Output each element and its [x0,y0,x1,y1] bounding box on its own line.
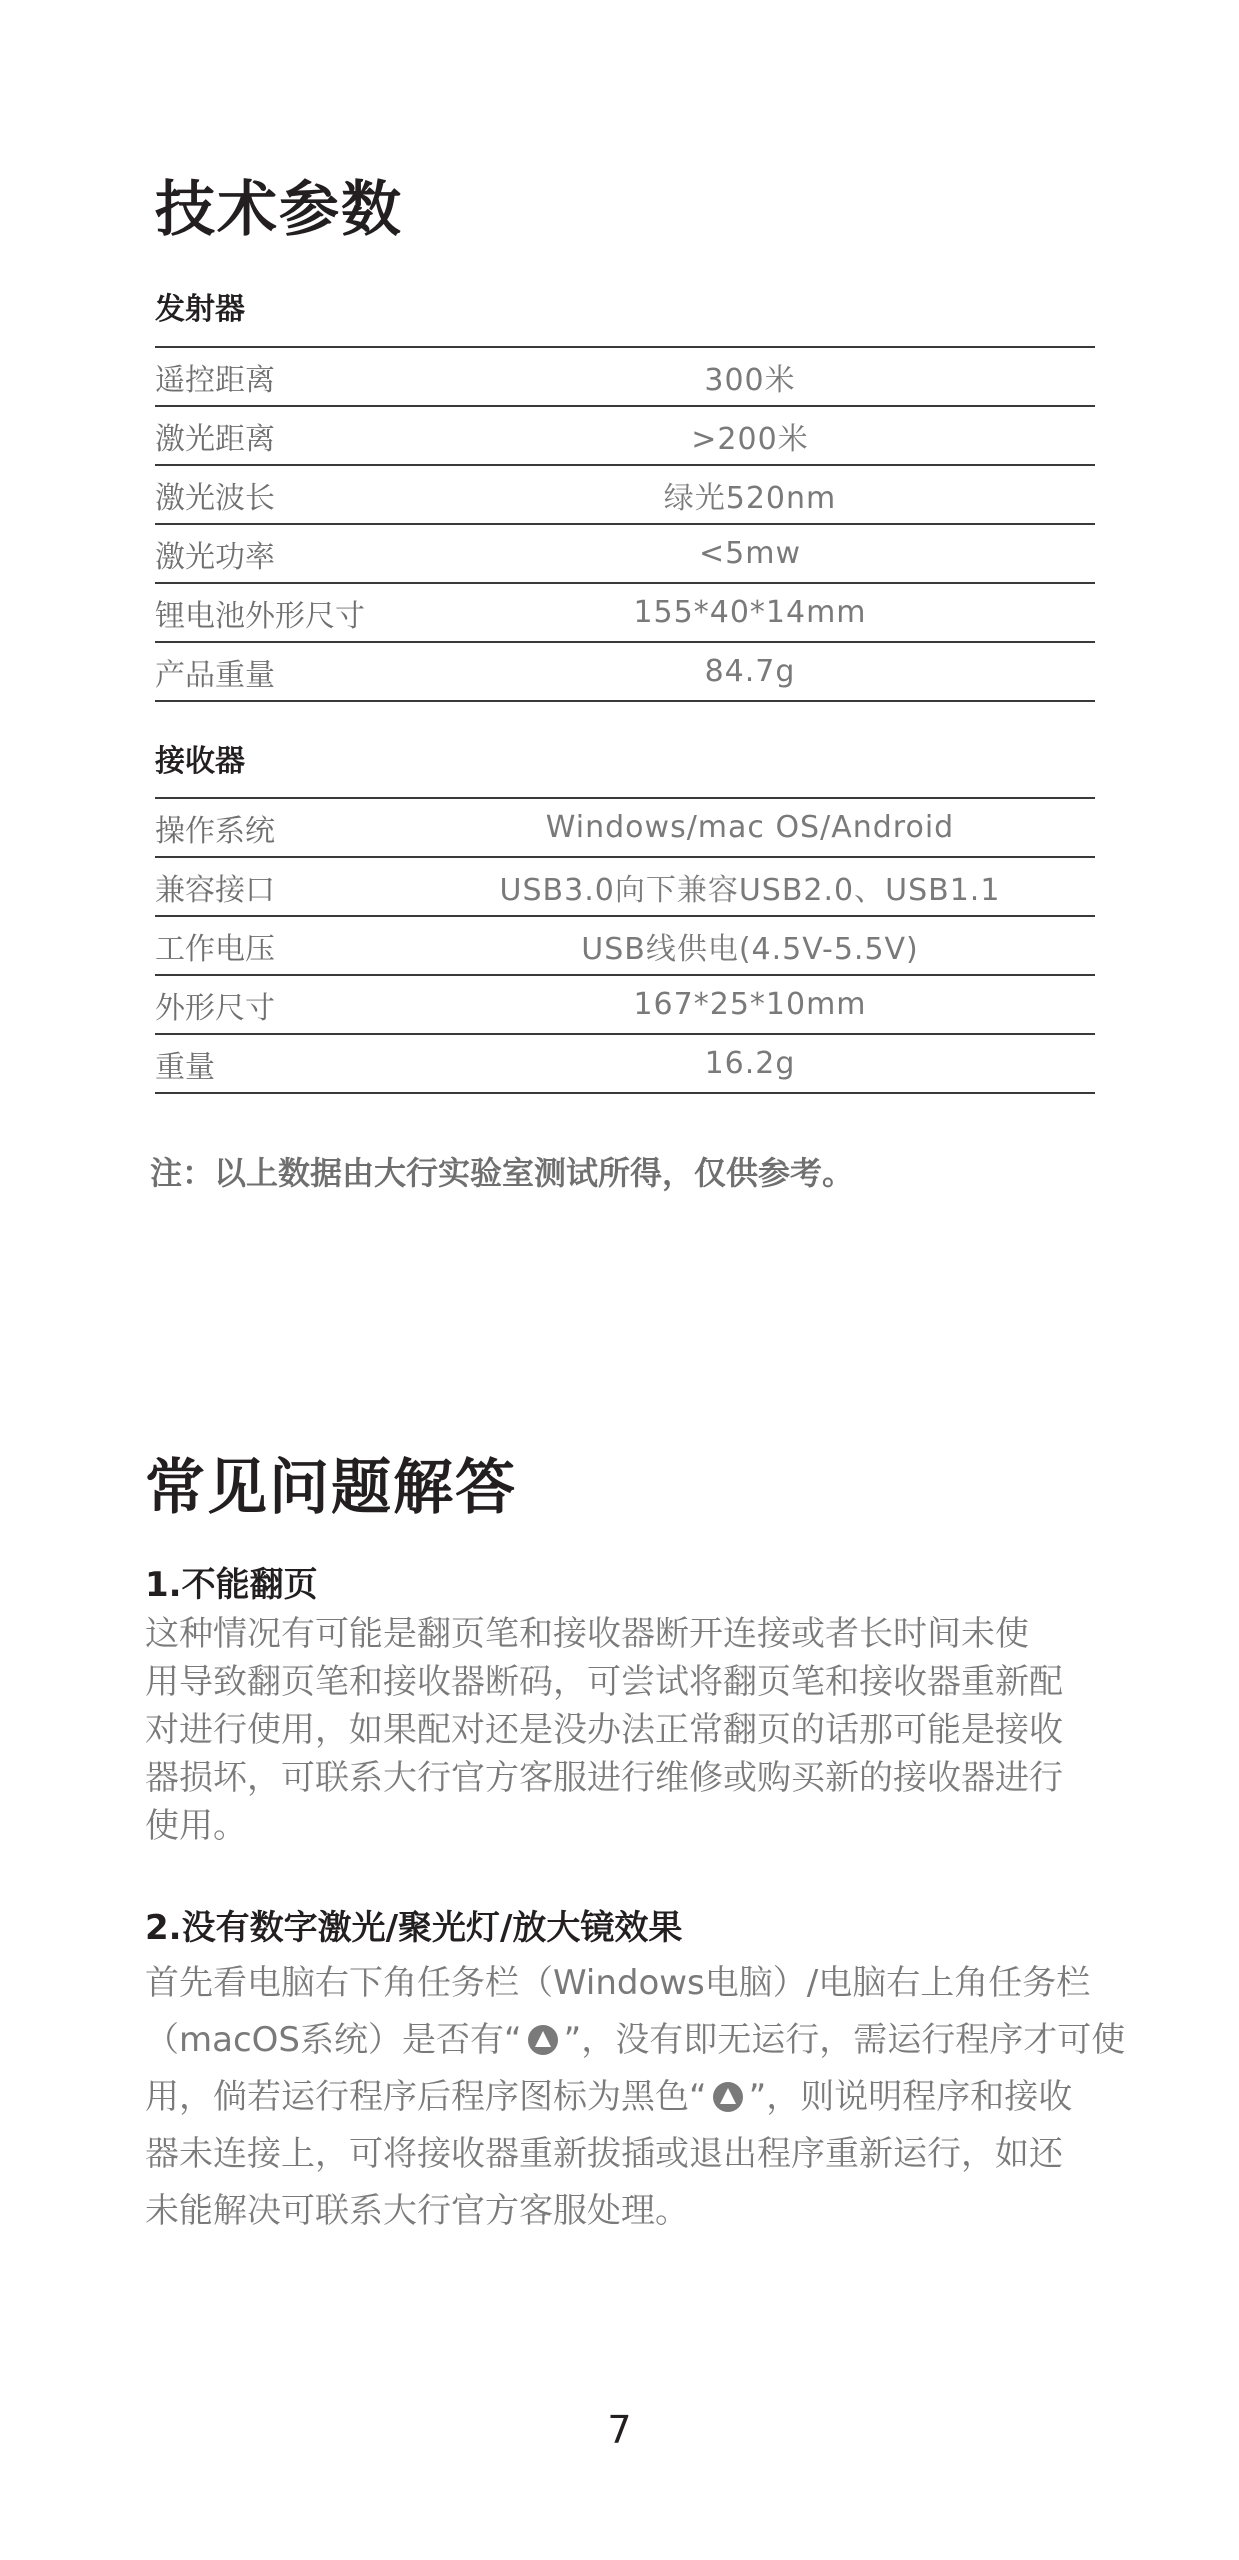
spec-value: Windows/mac OS/Android [545,810,955,845]
spec-label: 外形尺寸 [155,990,275,1026]
answer-line: 器损坏，可联系大行官方客服进行维修或购买新的接收器进行 [145,1758,1063,1798]
spec-value: 300米 [704,362,796,398]
answer-text: ”，没有即无运行，需运行程序才可使 [563,2020,1126,2060]
table-row [155,466,1095,525]
answer-line: 对进行使用，如果配对还是没办法正常翻页的话那可能是接收 [145,1710,1063,1750]
table-row [155,643,1095,702]
faq-section-title: 常见问题解答 [145,1453,517,1523]
app-logo-icon [528,2025,558,2055]
answer-line: 用导致翻页笔和接收器断码，可尝试将翻页笔和接收器重新配 [145,1662,1063,1702]
transmitter-spec-table [155,346,1095,702]
answer-text: 用，倘若运行程序后程序图标为黑色“ [145,2077,707,2117]
spec-label: 兼容接口 [155,872,275,908]
table-row [155,858,1095,917]
receiver-title: 接收器 [155,744,245,779]
answer-text: （macOS系统）是否有“ [145,2020,522,2060]
table-row [155,584,1095,643]
spec-value: <5mw [699,536,801,571]
spec-label: 激光功率 [155,539,275,575]
answer-line: 器未连接上，可将接收器重新拔插或退出程序重新运行，如还 [145,2134,1063,2174]
app-logo-icon [713,2082,743,2112]
spec-label: 激光距离 [155,421,275,457]
spec-label: 重量 [155,1049,215,1085]
faq-answer [145,1955,1126,2240]
faq-question: 1.不能翻页 [145,1565,318,1605]
transmitter-title: 发射器 [155,292,245,327]
table-row [155,976,1095,1035]
spec-value: USB3.0向下兼容USB2.0、USB1.1 [499,872,1001,908]
spec-label: 锂电池外形尺寸 [155,598,365,634]
answer-line [145,2069,1105,2126]
table-row [155,407,1095,466]
spec-label: 产品重量 [155,657,275,693]
table-row [155,348,1095,407]
spec-note: 注：以上数据由大行实验室测试所得，仅供参考。 [150,1154,855,1192]
spec-label: 激光波长 [155,480,275,516]
table-row [155,1035,1095,1094]
answer-line: 这种情况有可能是翻页笔和接收器断开连接或者长时间未使 [145,1614,1029,1654]
spec-label: 遥控距离 [155,362,275,398]
spec-label: 工作电压 [155,931,275,967]
spec-value: USB线供电(4.5V-5.5V) [581,931,919,967]
answer-line: 首先看电脑右下角任务栏（Windows电脑）/电脑右上角任务栏 [145,1963,1091,2003]
faq-question: 2.没有数字激光/聚光灯/放大镜效果 [145,1908,683,1948]
spec-value: 84.7g [704,654,796,689]
faq-answer [145,1610,1105,1850]
table-row [155,917,1095,976]
answer-text: ”，则说明程序和接收 [748,2077,1073,2117]
answer-line: 未能解决可联系大行官方客服处理。 [145,2191,689,2231]
spec-value: 16.2g [704,1046,796,1081]
answer-line: 使用。 [145,1806,247,1846]
spec-value: >200米 [691,421,809,457]
spec-value: 绿光520nm [663,480,837,516]
page-number: 7 [607,2408,632,2452]
spec-value: 167*25*10mm [633,987,867,1022]
spec-label: 操作系统 [155,813,275,849]
table-row [155,799,1095,858]
spec-value: 155*40*14mm [633,595,867,630]
table-row [155,525,1095,584]
receiver-spec-table [155,797,1095,1094]
spec-section-title: 技术参数 [155,175,403,245]
answer-line [145,2012,1126,2069]
